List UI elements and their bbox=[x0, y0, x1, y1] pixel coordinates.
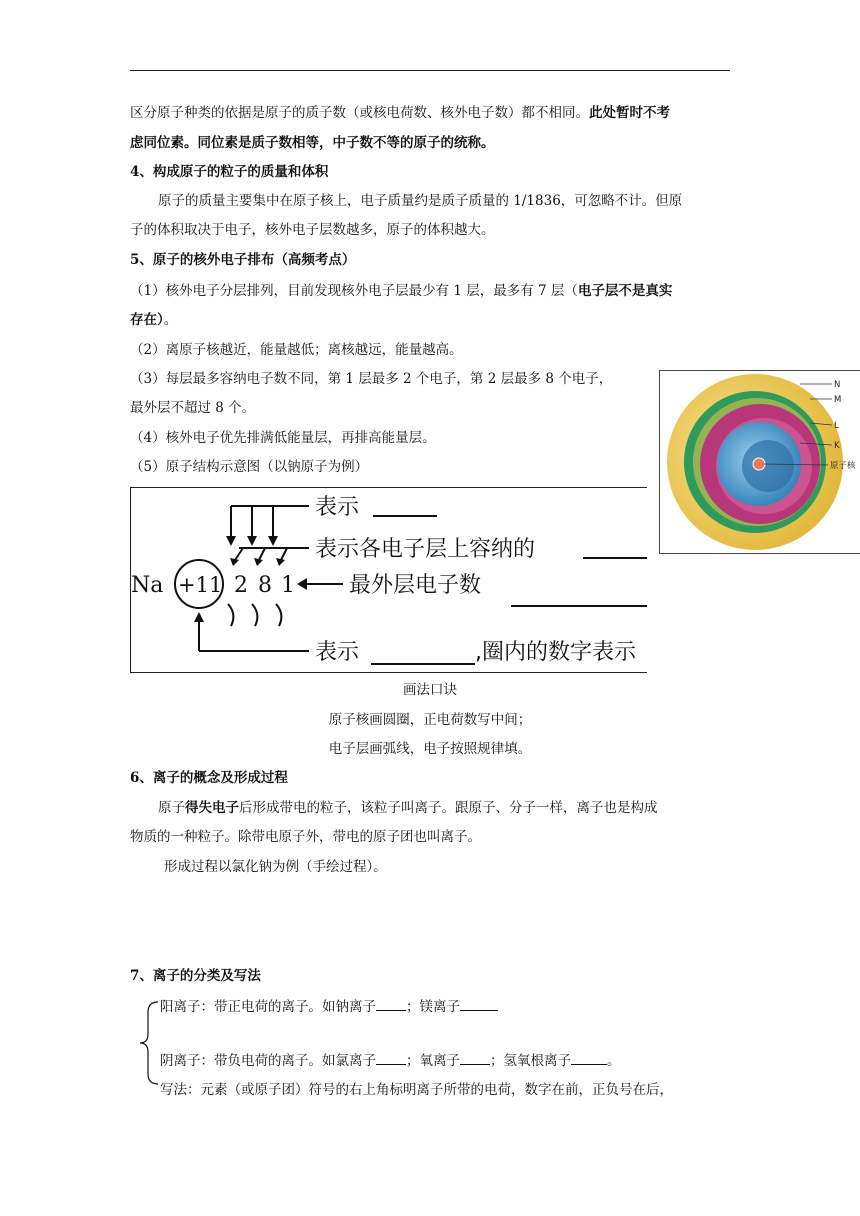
paragraph-line: 子的体积取决于电子，核外电子层数越多，原子的体积越大。 bbox=[130, 222, 495, 238]
paragraph-line: （4）核外电子优先排满低能量层，再排高能量层。 bbox=[130, 430, 436, 446]
paragraph-line: （1）核外电子分层排列，目前发现核外电子层最少有 1 层，最多有 7 层（电子层不是真实 bbox=[130, 283, 673, 299]
paragraph-line: 最外层不超过 8 个。 bbox=[130, 400, 256, 416]
label-n: N bbox=[834, 380, 841, 390]
label-outer: 最外层电子数 bbox=[349, 573, 482, 598]
nucleus bbox=[753, 458, 765, 470]
blank[interactable] bbox=[376, 1050, 406, 1065]
rhyme-line: 原子核画圆圈，正电荷数写中间； bbox=[328, 712, 532, 728]
label-k: K bbox=[834, 441, 840, 451]
atom-shell-model-figure bbox=[659, 370, 860, 554]
blank[interactable] bbox=[460, 1050, 490, 1065]
paragraph-line: （3）每层最多容纳电子数不同，第 1 层最多 2 个电子，第 2 层最多 8 个电子， bbox=[130, 371, 613, 387]
sodium-structure-diagram bbox=[130, 487, 647, 673]
paragraph-line: （2）离原子核越近，能量越低；离核越远，能量越高。 bbox=[130, 342, 463, 358]
paragraph-line: （5）原子结构示意图（以钠原子为例） bbox=[130, 459, 369, 475]
anion-line: 阴离子：带负电荷的离子。如氯离子 ；氧离子 ；氢氧根离子 。 bbox=[160, 1050, 740, 1071]
label-l: L bbox=[834, 421, 839, 431]
shell-count-1: 2 bbox=[234, 573, 248, 598]
section-heading-6: 6、离子的概念及形成过程 bbox=[130, 770, 288, 786]
blank[interactable] bbox=[376, 996, 406, 1011]
section-heading-4: 4、构成原子的粒子的质量和体积 bbox=[130, 164, 329, 180]
label-bottom-tail: ,圈内的数字表示 bbox=[475, 640, 636, 665]
label-bottom: 表示 bbox=[315, 640, 360, 665]
label-mid: 表示各电子层上容纳的 bbox=[315, 537, 536, 562]
paragraph-line: 形成过程以氯化钠为例（手绘过程）。 bbox=[164, 859, 387, 875]
paragraph-line: 原子得失电子后形成带电的粒子，该粒子叫离子。跟原子、分子一样，离子也是构成 bbox=[158, 800, 658, 816]
paragraph-line: 虑同位素。同位素是质子数相等，中子数不等的原子的统称。 bbox=[130, 135, 495, 151]
shell-count-3: 1 bbox=[281, 573, 295, 598]
nucleus-charge: +11 bbox=[178, 573, 223, 597]
paragraph-line: 物质的一种粒子。除带电原子外，带电的原子团也叫离子。 bbox=[130, 829, 481, 845]
writing-line: 写法：元素（或原子团）符号的右上角标明离子所带的电荷，数字在前，正负号在后， bbox=[160, 1082, 673, 1098]
atom-shell-model bbox=[660, 371, 860, 553]
blank[interactable] bbox=[460, 996, 498, 1011]
blank[interactable] bbox=[571, 1050, 607, 1065]
element-symbol: Na bbox=[131, 573, 164, 598]
header-rule bbox=[130, 70, 730, 71]
cation-line: 阳离子：带正电荷的离子。如钠离子 ；镁离子 bbox=[160, 996, 740, 1017]
label-m: M bbox=[834, 395, 842, 405]
rhyme-title: 画法口诀 bbox=[403, 682, 457, 698]
paragraph-line: 存在）。 bbox=[130, 312, 178, 328]
label-top: 表示 bbox=[315, 495, 360, 520]
shell-count-2: 8 bbox=[258, 573, 272, 598]
section-heading-7: 7、离子的分类及写法 bbox=[130, 968, 261, 984]
label-nucleus: 原子核 bbox=[830, 461, 856, 471]
paragraph-line: 原子的质量主要集中在原子核上，电子质量约是质子质量的 1/1836，可忽略不计。但原 bbox=[158, 193, 683, 209]
rhyme-line: 电子层画弧线，电子按照规律填。 bbox=[328, 741, 532, 757]
paragraph-line: 区分原子种类的依据是原子的质子数（或核电荷数、核外电子数）都不相同。此处暂时不考 bbox=[130, 105, 670, 121]
brace bbox=[138, 1000, 160, 1086]
section-heading-5: 5、原子的核外电子排布（高频考点） bbox=[130, 252, 356, 268]
